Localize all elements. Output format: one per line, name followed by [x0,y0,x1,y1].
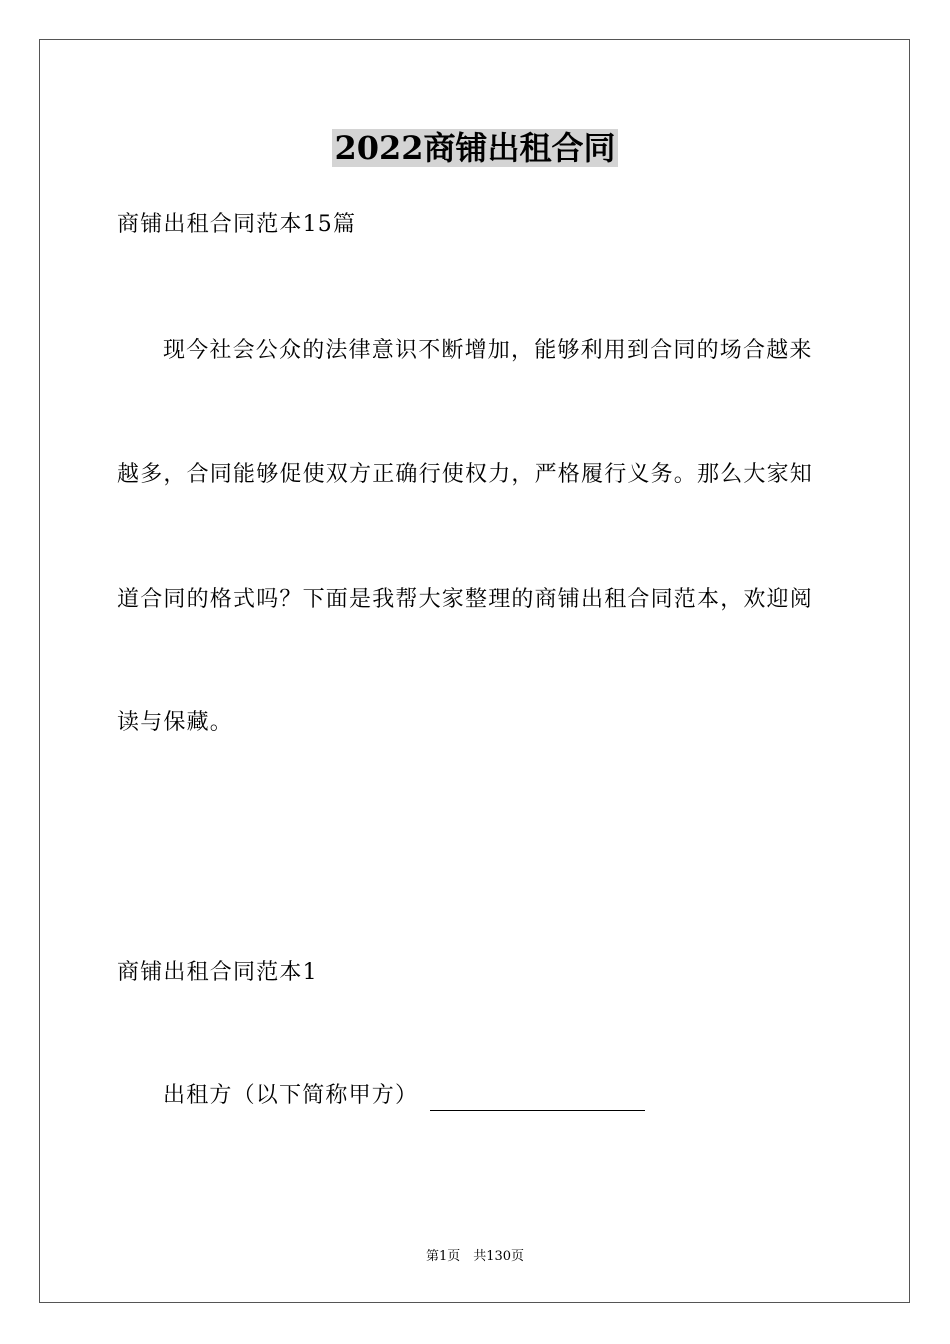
intro-line-2: 越多，合同能够促使双方正确行使权力，严格履行义务。那么大家知 [117,462,814,487]
lessor-line [163,1081,645,1111]
lessor-blank-field [430,1088,645,1111]
document-title [0,127,950,169]
section-heading: 商铺出租合同范本1 [117,960,318,985]
intro-line-1: 现今社会公众的法律意识不断增加，能够利用到合同的场合越来 [163,338,813,363]
lessor-label: 出租方（以下简称甲方） [163,1083,419,1108]
page-footer: 第1页 共130页 [425,1249,525,1264]
document-title-text: 2022商铺出租合同 [334,129,616,167]
intro-line-3: 道合同的格式吗？下面是我帮大家整理的商铺出租合同范本，欢迎阅 [117,587,814,612]
subtitle: 商铺出租合同范本15篇 [117,212,357,237]
intro-line-4: 读与保藏。 [117,710,234,735]
